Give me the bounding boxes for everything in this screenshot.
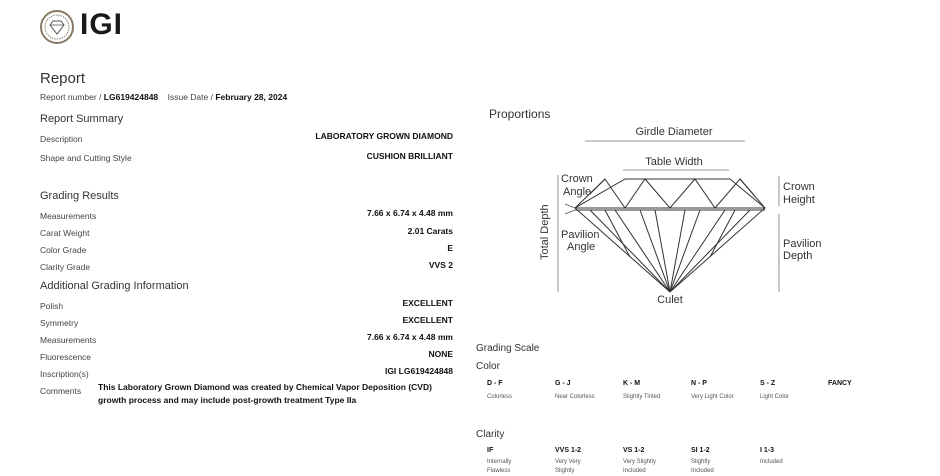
clarity-desc-vvs-1: Very Very: [555, 459, 581, 465]
additional-grading-title: Additional Grading Information: [40, 280, 189, 292]
measurements-2-label: Measurements: [40, 335, 97, 345]
polish-label: Polish: [40, 301, 64, 311]
color-code-fancy: FANCY: [828, 380, 852, 387]
table-width-label: Table Width: [645, 156, 703, 168]
fluorescence-value: NONE: [428, 349, 453, 359]
clarity-desc-vs-1: Very Slightly: [623, 459, 657, 465]
color-code-sz: S - Z: [760, 380, 776, 387]
color-desc-km: Slightly Tinted: [623, 394, 661, 400]
inscription-value: IGI LG619424848: [384, 366, 453, 376]
color-code-gj: G - J: [555, 380, 571, 387]
report-meta: [40, 92, 287, 102]
color-desc-df: Colorless: [487, 394, 513, 400]
clarity-desc-si-2: Included: [691, 468, 714, 474]
clarity-grade-label: Clarity Grade: [40, 262, 91, 272]
proportions-title: Proportions: [489, 107, 551, 121]
clarity-desc-if-1: Internally: [487, 459, 512, 465]
crown-angle-label-2: Angle: [563, 186, 592, 198]
measurements-value: 7.66 x 6.74 x 4.48 mm: [366, 208, 453, 218]
grading-results-title: Grading Results: [40, 190, 119, 202]
issue-date-label: Issue Date /: [167, 92, 213, 102]
comments-value: This Laboratory Grown Diamond was created by Chemical Vapor Deposition (CVD) growth process and may include post-growth treatment Type IIa: [98, 382, 432, 405]
measurements-label: Measurements: [40, 211, 97, 221]
girdle-diameter-label: Girdle Diameter: [635, 126, 713, 138]
pavilion-depth-label-1: Pavilion: [783, 238, 822, 250]
report-number-label: Report number /: [40, 92, 102, 102]
color-code-np: N - P: [691, 380, 707, 387]
clarity-code-i: I 1-3: [760, 447, 775, 454]
color-desc-np: Very Light Color: [691, 394, 734, 400]
clarity-desc-vs-2: Included: [623, 468, 646, 474]
clarity-code-vs: VS 1-2: [623, 447, 645, 454]
symmetry-value: EXCELLENT: [402, 315, 453, 325]
description-value: LABORATORY GROWN DIAMOND: [315, 131, 453, 141]
carat-weight-label: Carat Weight: [40, 228, 90, 238]
clarity-grade-value: VVS 2: [428, 260, 453, 270]
clarity-scale-title: Clarity: [476, 429, 505, 440]
carat-weight-value: 2.01 Carats: [407, 226, 453, 236]
color-desc-sz: Light Color: [760, 394, 790, 400]
shape-value: CUSHION BRILLIANT: [366, 151, 453, 161]
pavilion-depth-label-2: Depth: [783, 250, 813, 262]
clarity-desc-if-2: Flawless: [487, 468, 511, 474]
fluorescence-label: Fluorescence: [40, 352, 92, 362]
crown-angle-label-1: Crown: [561, 173, 593, 185]
clarity-desc-vvs-2: Slightly: [555, 468, 575, 474]
diamond-outline: [575, 179, 765, 292]
issue-date: February 28, 2024: [215, 92, 288, 102]
crown-height-label-1: Crown: [783, 181, 815, 193]
report-number: LG619424848: [103, 92, 159, 102]
clarity-desc-si-1: Slightly: [691, 459, 711, 465]
color-code-km: K - M: [623, 380, 641, 387]
inscription-label: Inscription(s): [40, 369, 89, 379]
diamond-proportions-diagram: [535, 122, 835, 312]
color-grade-value: E: [447, 243, 453, 253]
polish-value: EXCELLENT: [402, 298, 453, 308]
symmetry-label: Symmetry: [40, 318, 79, 328]
color-grade-label: Color Grade: [40, 245, 87, 255]
clarity-desc-i-1: Included: [760, 459, 783, 465]
description-label: Description: [40, 134, 83, 144]
crown-height-label-2: Height: [783, 194, 815, 206]
clarity-code-vvs: VVS 1-2: [555, 447, 582, 454]
total-depth-label: Total Depth: [539, 204, 551, 260]
report-title: Report: [40, 70, 86, 87]
measurements-2-value: 7.66 x 6.74 x 4.48 mm: [366, 332, 453, 342]
shape-label: Shape and Cutting Style: [40, 153, 132, 163]
color-scale-title: Color: [476, 361, 500, 372]
color-desc-gj: Near Colorless: [555, 394, 595, 400]
pavilion-angle-label-2: Angle: [567, 241, 596, 253]
igi-logo-text: IGI: [80, 8, 124, 41]
clarity-code-si: SI 1-2: [691, 447, 710, 454]
igi-seal-logo-icon: [40, 10, 74, 44]
pavilion-angle-label-1: Pavilion: [561, 229, 600, 241]
report-summary-title: Report Summary: [40, 113, 124, 125]
grading-scale-title: Grading Scale: [476, 343, 540, 354]
culet-label: Culet: [657, 294, 683, 306]
clarity-code-if: IF: [487, 447, 494, 454]
comments-label: Comments: [40, 386, 82, 396]
color-code-df: D - F: [487, 380, 503, 387]
